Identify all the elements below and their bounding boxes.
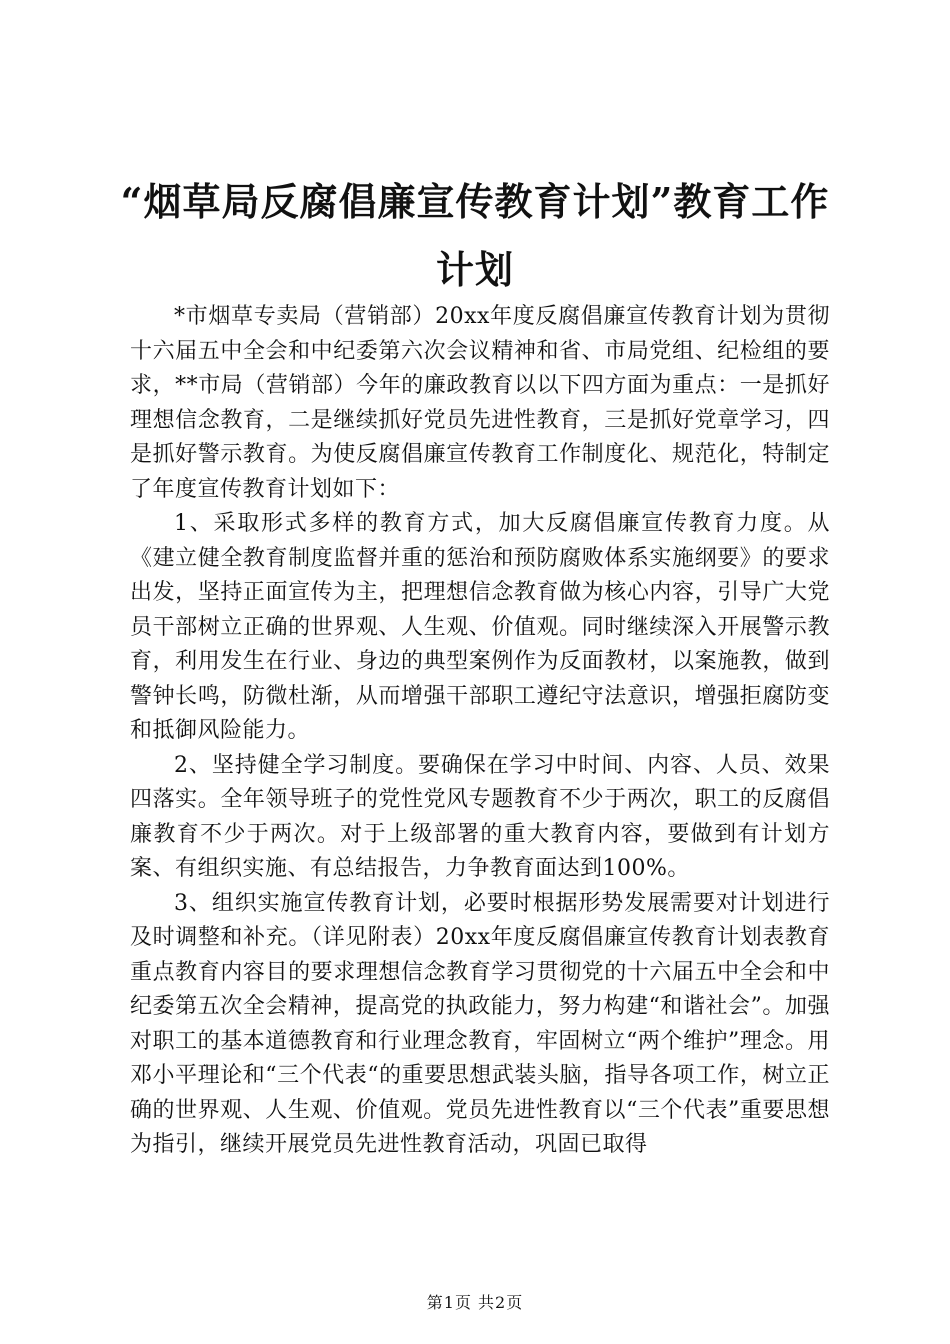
paragraph-item-2: 2、坚持健全学习制度。要确保在学习中时间、内容、人员、效果四落实。全年领导班子的党性党风专题教育不少于两次，职工的反腐倡廉教育不少于两次。对于上级部署的重大教育内容，要做到有计划方案、有组织实施、有总结报告，力争教育面达到100%。 [130, 752, 830, 881]
document-title: “烟草局反腐倡廉宣传教育计划”教育工作计划 [120, 179, 830, 292]
document-body [130, 300, 830, 1163]
paragraph-item-1: 1、采取形式多样的教育方式，加大反腐倡廉宣传教育力度。从《建立健全教育制度监督并重的惩治和预防腐败体系实施纲要》的要求出发，坚持正面宣传为主，把理想信念教育做为核心内容，引导广大党员干部树立正确的世界观、人生观、价值观。同时继续深入开展警示教育，利用发生在行业、身边的典型案例作为反面教材，以案施教，做到警钟长鸣，防微杜渐，从而增强干部职工遵纪守法意识，增强拒腐防变和抵御风险能力。 [130, 511, 830, 743]
paragraph-intro: *市烟草专卖局（营销部）20xx年度反腐倡廉宣传教育计划为贯彻十六届五中全会和中纪委第六次会议精神和省、市局党组、纪检组的要求，**市局（营销部）今年的廉政教育以以下四方面为重点：一是抓好理想信念教育，二是继续抓好党员先进性教育，三是抓好党章学习，四是抓好警示教育。为使反腐倡廉宣传教育工作制度化、规范化，特制定了年度宣传教育计划如下： [130, 304, 830, 502]
paragraph-item-3: 3、组织实施宣传教育计划，必要时根据形势发展需要对计划进行及时调整和补充。（详见附表）20xx年度反腐倡廉宣传教育计划表教育重点教育内容目的要求理想信念教育学习贯彻党的十六届五中全会和中纪委第五次全会精神，提高党的执政能力，努力构建“和谐社会”。加强对职工的基本道德教育和行业理念教育，牢固树立“两个维护”理念。用邓小平理论和“三个代表“的重要思想武装头脑，指导各项工作，树立正确的世界观、人生观、价值观。党员先进性教育以“三个代表”重要思想为指引，继续开展党员先进性教育活动，巩固已取得 [130, 890, 830, 1157]
page-number-footer: 第1页 共2页 [426, 1293, 524, 1312]
